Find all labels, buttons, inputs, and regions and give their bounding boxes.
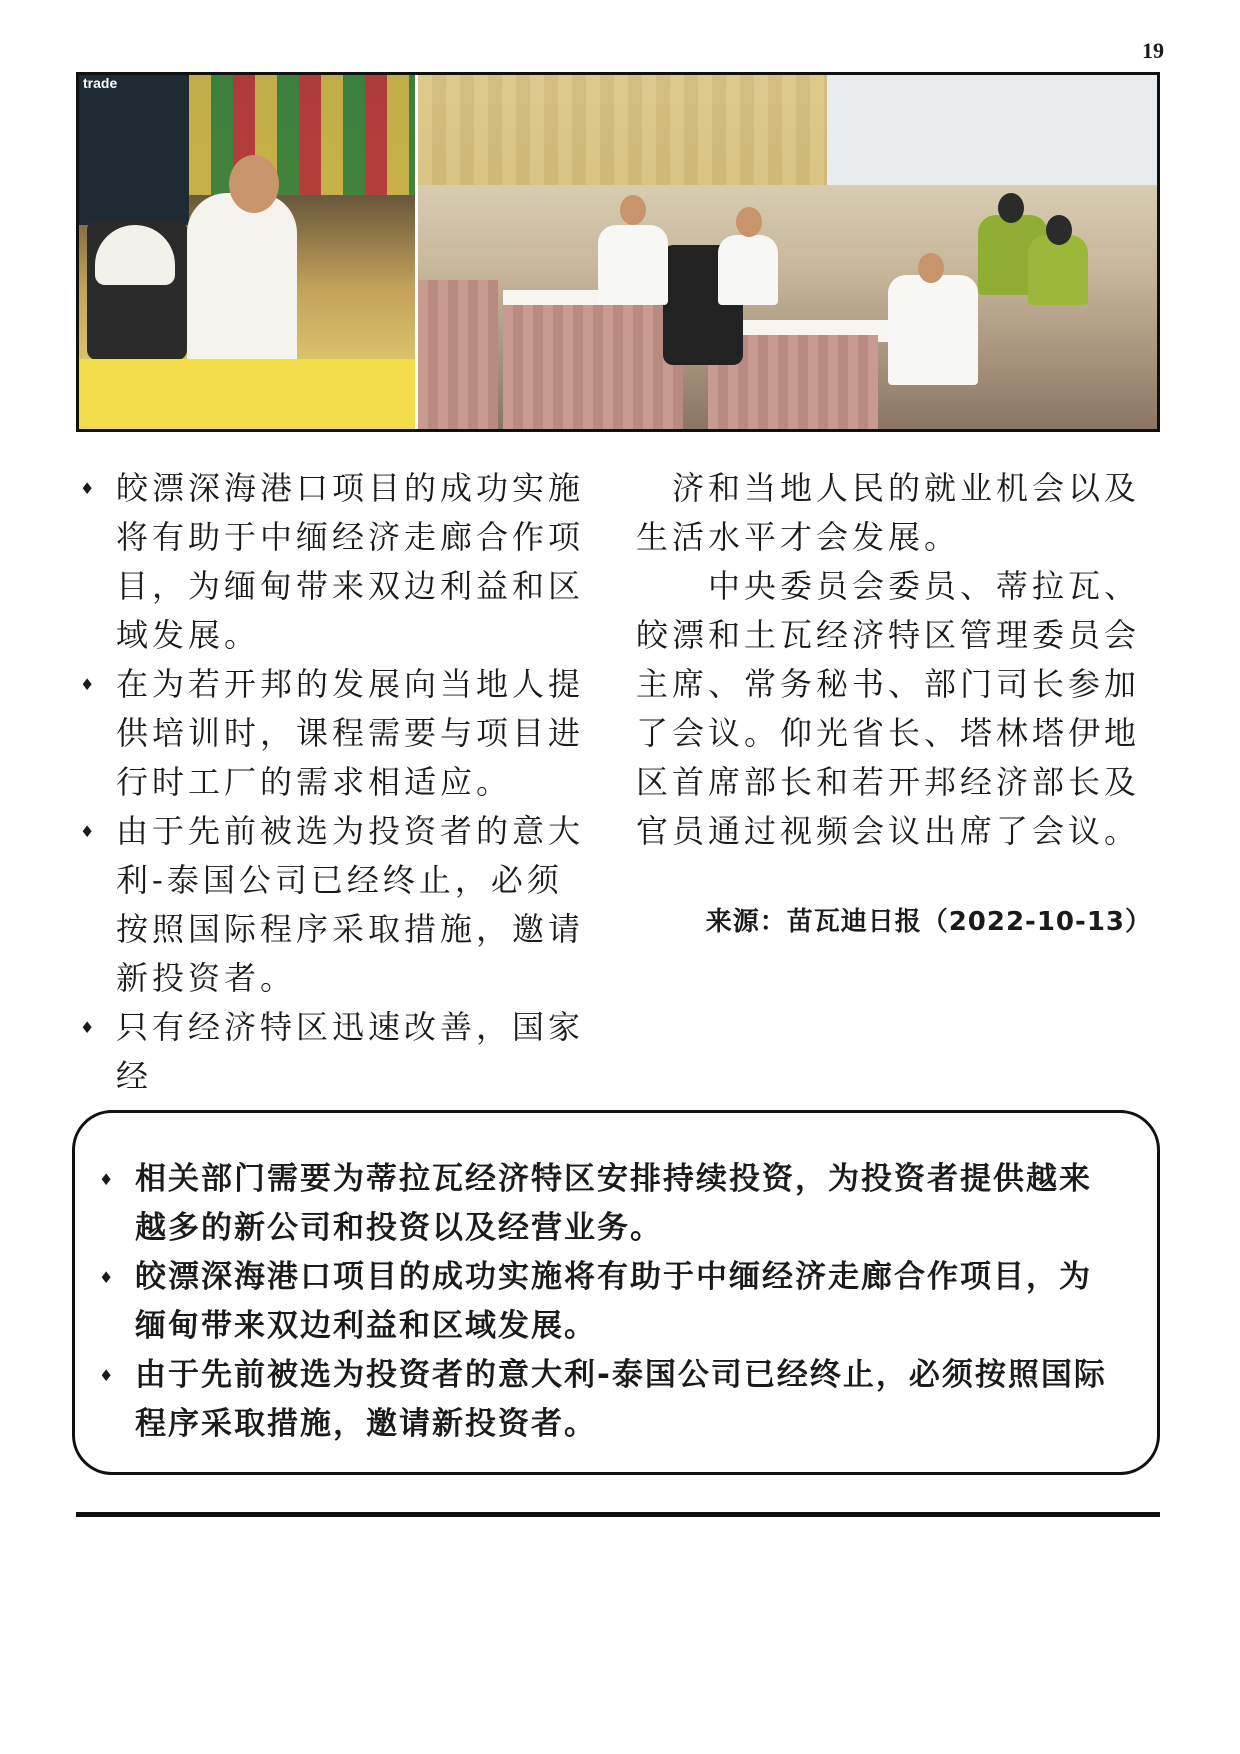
bullet-item: ♦ 由于先前被选为投资者的意大利-泰国公司已经终止，必须按照国际程序采取措施，邀请新投资者。 (76, 807, 598, 1003)
article-columns (76, 464, 1160, 1095)
right-column (636, 464, 1160, 947)
summary-item: ♦ 相关部门需要为蒂拉瓦经济特区安排持续投资，为投资者提供越来越多的新公司和投资以及经营业务。 (95, 1155, 1121, 1253)
speaker-photo (79, 75, 418, 429)
attendee (718, 235, 778, 305)
attendee (598, 225, 668, 305)
lectern (79, 359, 415, 429)
summary-box (72, 1110, 1160, 1475)
bullet-item: ♦ 在为若开邦的发展向当地人提供培训时，课程需要与项目进行时工厂的需求相适应。 (76, 660, 598, 807)
summary-item: ♦ 皎漂深海港口项目的成功实施将有助于中缅经济走廊合作项目，为缅甸带来双边利益和区域发展。 (95, 1253, 1121, 1351)
page-number: 19 (1142, 38, 1164, 63)
meeting-room-photo (418, 75, 1157, 429)
attendee-head (1046, 215, 1072, 245)
attendee-head (620, 195, 646, 225)
left-column (76, 464, 598, 1101)
flag-decoration (189, 75, 415, 195)
attendance-paragraph: 中央委员会委员、蒂拉瓦、皎漂和土瓦经济特区管理委员会主席、常务秘书、部门司长参加了会议。仰光省长、塔林塔伊地区首席部长和若开邦经济部长及官员通过视频会议出席了会议。 (636, 567, 1141, 850)
attendee-head (998, 193, 1024, 223)
table-skirt (503, 305, 683, 429)
speaker-head (229, 155, 279, 213)
video-screen (79, 75, 189, 225)
photo-collage (76, 72, 1160, 432)
article-bullets (76, 464, 598, 1101)
attendee (1028, 235, 1088, 305)
bullet-continuation: 济和当地人民的就业机会以及生活水平才会发展。 (636, 469, 1141, 556)
source-citation: 来源：苗瓦迪日报（2022-10-13） (705, 907, 1152, 937)
attendee-head (736, 207, 762, 237)
attendee-head (918, 253, 944, 283)
bullet-item: ♦ 只有经济特区迅速改善，国家经 (76, 1003, 598, 1101)
attendee (888, 275, 978, 385)
screen-text: trade (83, 75, 118, 91)
bullet-item: ♦ 皎漂深海港口项目的成功实施将有助于中缅经济走廊合作项目，为缅甸带来双边利益和区域发展。 (76, 464, 598, 660)
summary-bullets (95, 1155, 1121, 1449)
bottom-rule (76, 1512, 1160, 1517)
table-skirt (418, 280, 498, 429)
summary-item: ♦ 由于先前被选为投资者的意大利-泰国公司已经终止，必须按照国际程序采取措施，邀请新投资者。 (95, 1351, 1121, 1449)
back-wall (827, 75, 1157, 185)
